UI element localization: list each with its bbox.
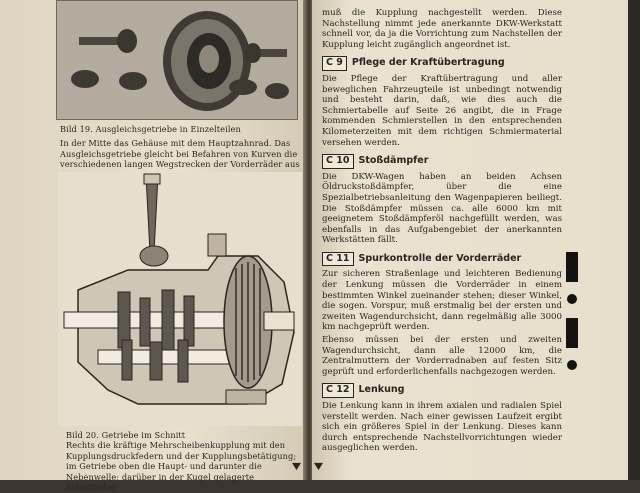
thumb-index-mark bbox=[566, 318, 578, 348]
dkw-logo-icon bbox=[314, 462, 323, 471]
differential-parts-illustration bbox=[57, 1, 297, 119]
section-title: Spurkontrolle der Vorderräder bbox=[358, 252, 522, 264]
thumb-index-mark bbox=[566, 252, 578, 282]
section-code: C 10 bbox=[322, 154, 354, 169]
section-code: C 9 bbox=[322, 56, 347, 71]
section-title: Pflege der Kraftübertragung bbox=[351, 57, 505, 69]
left-page bbox=[0, 0, 306, 492]
section-title: Lenkung bbox=[358, 384, 405, 396]
figure-20-drawing bbox=[58, 172, 302, 426]
section-c9-text: Die Pflege der Kraftübertragung und aller beweglichen Fahrzeugteile ist unbedingt notwendig und besteht darin, daß, wie dies auch die Schmiertabelle auf Seite 26 angibt, die in Frage kommenden Schmierstellen in den entsprechenden Kilometerzeiten mit dem richtigen Schmiermaterial versehen werden. bbox=[322, 73, 562, 148]
figure-19-photo bbox=[56, 0, 298, 120]
section-c11-text: Zur sicheren Straßenlage und leichteren Bedienung der Lenkung müssen die Vorderräder in einem bestimmten Winkel zueinander stehen; dieser Winkel, die sogen. Vorspur, muß erstmalig bei der ersten und zweiten Wagendurchsicht, dann regelmäßig alle 3000 km nachgeprüft werden. bbox=[322, 269, 562, 333]
thumb-index-dot bbox=[567, 360, 577, 370]
section-c10-heading bbox=[322, 154, 562, 169]
section-c9-heading bbox=[322, 56, 562, 71]
figure-20-description: Rechts die kräftige Mehrscheibenkupplung mit den Kupplungsdruckfedern und der Kupplungsbetätigung; im Getriebe oben die Haupt- und darunter die Nebenwelle; darüber in der Kugel gelagerte Schalthebel bbox=[66, 440, 297, 492]
background-edge bbox=[628, 0, 640, 480]
dkw-logo-icon bbox=[292, 462, 301, 471]
figure-19-caption: Bild 19. Ausgleichsgetriebe in Einzelteilen bbox=[60, 124, 241, 134]
intro-paragraph: muß die Kupplung nachgestellt werden. Diese Nachstellung nimmt jede anerkannte DKW-Werkstatt schnell vor, da ja die Vorrichtung zum Nachstellen der Kupplung leicht zugänglich angeordnet ist. bbox=[322, 8, 562, 50]
section-c11-heading bbox=[322, 252, 562, 267]
thumb-index-dot bbox=[567, 294, 577, 304]
section-c10-text: Die DKW-Wagen haben an beiden Achsen Öldruckstoßdämpfer, über die eine Spezialbetriebsanleitung den Wagenpapieren beiliegt. Die Stoßdämpfer müssen ca. alle 6000 km mit geeignetem Stoßdämpferöl nachgefüllt werden, was ebenfalls in das Aufgabengebiet der anerkannten Werkstätten fällt. bbox=[322, 171, 562, 246]
figure-20-caption: Bild 20. Getriebe im Schnitt bbox=[66, 430, 186, 440]
section-c11-text-continued: Ebenso müssen bei der ersten und zweiten Wagendurchsicht, dann alle 12000 km, die Zentralmuttern der Vorderradnaben auf festen Sitz geprüft und erforderlichenfalls nachgezogen werden. bbox=[322, 335, 562, 377]
section-code: C 12 bbox=[322, 383, 354, 398]
section-c12-text: Die Lenkung kann in ihrem axialen und radialen Spiel verstellt werden. Nach einer gewissen Laufzeit ergibt sich ein größeres Spiel in der Lenkung. Dieses kann durch entsprechende Nachstellvorrichtungen wieder ausgeglichen werden. bbox=[322, 401, 562, 454]
section-code: C 11 bbox=[322, 252, 354, 267]
gearbox-cross-section-illustration bbox=[58, 172, 302, 426]
section-title: Stoßdämpfer bbox=[358, 155, 429, 167]
section-c12-heading bbox=[322, 383, 562, 398]
figure-19-description: In der Mitte das Gehäuse mit dem Hauptzahnrad. Das Ausgleichsgetriebe gleicht bei Befahren von Kurven die verschiedenen langen Wegstrecken der Vorderräder aus bbox=[60, 138, 300, 169]
right-text-column bbox=[322, 8, 562, 460]
right-page bbox=[312, 0, 628, 480]
